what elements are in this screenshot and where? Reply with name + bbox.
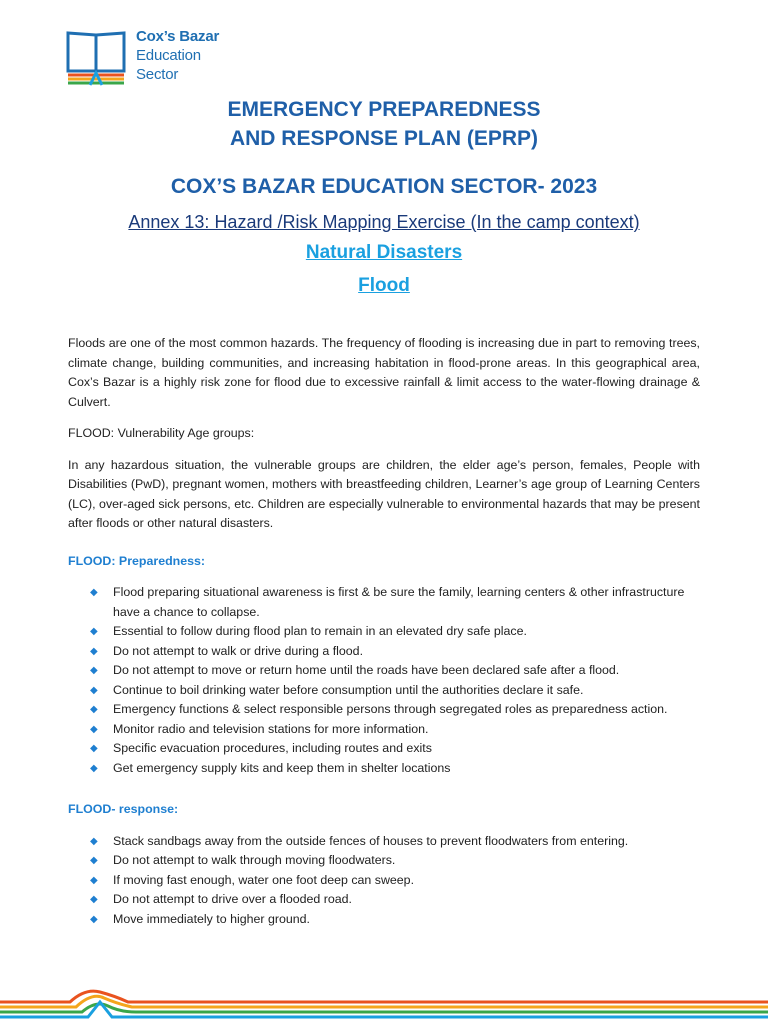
response-list <box>68 832 700 930</box>
annex-title <box>0 212 768 233</box>
logo-line-3: Sector <box>136 66 179 83</box>
diamond-bullet-icon: ◆ <box>90 743 98 754</box>
diamond-bullet-icon: ◆ <box>90 894 98 905</box>
category-title <box>0 242 768 264</box>
diamond-bullet-icon: ◆ <box>90 855 98 866</box>
list-item: ◆ Monitor radio and television stations for more information. <box>68 720 700 740</box>
list-item: ◆ Get emergency supply kits and keep them in shelter locations <box>68 759 700 779</box>
diamond-bullet-icon: ◆ <box>90 762 98 774</box>
diamond-bullet-icon: ◆ <box>90 874 98 886</box>
diamond-bullet-icon: ◆ <box>90 587 98 598</box>
preparedness-heading: FLOOD: Preparedness: <box>68 553 206 568</box>
vulnerability-paragraph: In any hazardous situation, the vulnerable groups are children, the elder age’s person, females, People with Disabilities (PwD), pregnant women, mothers with breastfeeding children, Learner’s age group of Learning Centers (LC), over-aged sick persons, etc. Children are especially vulnerable to environmental hazards that may be present after floods or other natural disasters. <box>68 457 700 530</box>
hazard-title <box>0 275 768 297</box>
diamond-bullet-icon: ◆ <box>90 704 98 715</box>
logo-line-1: Cox’s Bazar <box>136 28 220 45</box>
list-item: ◆ Move immediately to higher ground. <box>68 910 700 930</box>
document-title <box>0 95 768 153</box>
category-title-text: Natural Disasters <box>305 242 463 263</box>
logo-line-2: Education <box>136 47 201 64</box>
diamond-bullet-icon: ◆ <box>90 684 98 696</box>
intro-paragraph: Floods are one of the most common hazards. The frequency of flooding is increasing due in part to removing trees, climate change, building communities, and increasing habitation in flood-prone areas. In this geographical area, Cox’s Bazar is a highly risk zone for flood due to excessive rainfall & limit access to the water-flowing drainage & Culvert. <box>68 336 700 409</box>
list-item: ◆ Flood preparing situational awareness is first & be sure the family, learning centers & other infrastructure have a chance to collapse. <box>90 585 685 619</box>
preparedness-list <box>68 583 700 778</box>
list-item: ◆ Continue to boil drinking water before consumption until the authorities declare it safe. <box>68 681 700 701</box>
diamond-bullet-icon: ◆ <box>90 665 98 676</box>
title-line-1: EMERGENCY PREPAREDNESS <box>227 98 541 121</box>
diamond-bullet-icon: ◆ <box>90 626 98 637</box>
vulnerability-heading: FLOOD: Vulnerability Age groups: <box>68 426 255 440</box>
list-item: ◆ Emergency functions & select responsible persons through segregated roles as preparedness action. <box>68 700 700 720</box>
diamond-bullet-icon: ◆ <box>90 645 98 657</box>
list-item: ◆ Specific evacuation procedures, including routes and exits <box>68 739 700 759</box>
sector-title: COX’S BAZAR EDUCATION SECTOR- 2023 <box>170 175 598 198</box>
document-body <box>68 334 700 929</box>
diamond-bullet-icon: ◆ <box>90 835 98 847</box>
diamond-bullet-icon: ◆ <box>90 723 98 735</box>
list-item: ◆ Essential to follow during flood plan to remain in an elevated dry safe place. <box>68 622 700 642</box>
annex-title-text: Annex 13: Hazard /Risk Mapping Exercise (In the camp context) <box>128 212 640 232</box>
hazard-title-text: Flood <box>358 275 410 296</box>
list-item: ◆ Do not attempt to move or return home until the roads have been declared safe after a flood. <box>68 661 700 681</box>
list-item: ◆ Stack sandbags away from the outside fences of houses to prevent floodwaters from entering. <box>68 832 700 852</box>
footer-stripes-icon <box>0 980 768 1024</box>
logo-wordmark <box>136 27 219 84</box>
diamond-bullet-icon: ◆ <box>90 913 98 925</box>
list-item: ◆ Do not attempt to walk or drive during a flood. <box>68 642 700 662</box>
title-line-2: AND RESPONSE PLAN (EPRP) <box>229 127 539 150</box>
list-item: ◆ Do not attempt to drive over a flooded road. <box>68 890 700 910</box>
list-item: ◆ If moving fast enough, water one foot deep can sweep. <box>68 871 700 891</box>
list-item: ◆ Do not attempt to walk through moving floodwaters. <box>68 851 700 871</box>
response-heading: FLOOD- response: <box>68 802 179 816</box>
